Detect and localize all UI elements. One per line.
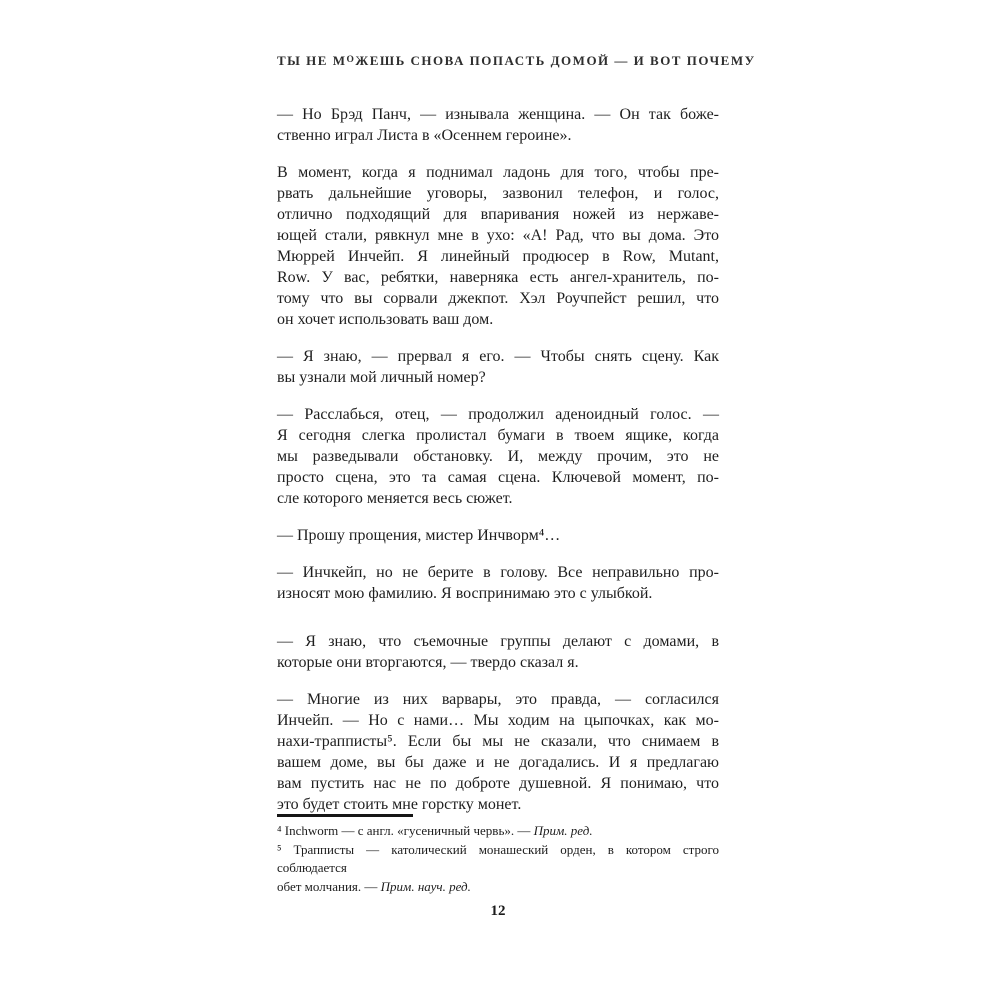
footnote-text: обет молчания. — [277,878,381,894]
running-header-part1: ТЫ НЕ М [277,53,347,68]
text-line: износят мою фамилию. Я воспринимаю это с улыбкой. [277,585,653,602]
text-line: тому что вы сорвали джекпот. Хэл Роучпейст решил, что [277,290,719,307]
page-number: 12 [490,903,506,919]
text-line: — Я знаю, что съемочные группы делают с домами, в [277,633,719,650]
text-line: мы разведывали обстановку. И, между прочим, это не [277,448,719,465]
text-line: В момент, когда я поднимал ладонь для того, чтобы пре- [277,164,719,181]
footnote-text: ⁴ Inchworm — с англ. «гусеничный червь». — [277,823,534,838]
text-line: это будет стоить мне горстку монет. [277,796,522,813]
text-line: отлично подходящий для впаривания ножей из нержаве- [277,206,719,223]
text-line: Мюррей Инчейп. Я линейный продюсер в Row, Mutant, [277,248,719,265]
footnote-line [277,841,719,878]
text-line: он хочет использовать ваш дом. [277,311,494,328]
running-header-raised-letter: О [346,54,356,65]
footnote-separator [277,814,413,817]
running-header [277,53,756,69]
text-line: нахи-трапписты⁵. Если бы мы не сказали, что снимаем в [277,733,719,750]
text-line: ственно играл Листа в «Осеннем героине». [277,127,572,144]
text-line: вы узнали мой личный номер? [277,369,486,386]
page-body [277,104,719,831]
footnote-source: Прим. ред. [533,823,593,838]
text-line: — Расслабься, отец, — продолжил аденоидный голос. — [277,406,719,423]
text-line: вам пустить нас не по доброте душевной. Я понимаю, что [277,775,719,792]
text-line: — Многие из них варвары, это правда, — согласился [277,691,719,708]
text-line: Инчейп. — Но с нами… Мы ходим на цыпочках, как мо- [277,712,719,729]
footnote-line [277,878,719,897]
text-line: рвать дальнейшие уговоры, зазвонил телефон, и голос, [277,185,719,202]
text-line: — Но Брэд Панч, — изнывала женщина. — Он так боже- [277,106,719,123]
running-header-part2: ЖЕШЬ СНОВА ПОПАСТЬ ДОМОЙ — И ВОТ ПОЧЕМУ [355,53,756,68]
footnote-source: Прим. науч. ред. [380,878,471,894]
text-line: вашем доме, вы бы даже и не догадались. И я предлагаю [277,754,719,771]
text-line: — Инчкейп, но не берите в голову. Все неправильно про- [277,564,719,581]
footnote-text: ⁵ Трапписты — католический монашеский орден, в котором строго соблюдается [277,841,719,875]
text-line: Row. У вас, ребятки, наверняка есть ангел-хранитель, по- [277,269,719,286]
text-line: Я сегодня слегка пролистал бумаги в твоем ящике, когда [277,427,719,444]
text-line: — Я знаю, — прервал я его. — Чтобы снять сцену. Как [277,348,719,365]
text-line: — Прошу прощения, мистер Инчворм⁴… [277,527,561,544]
footnotes [277,822,719,896]
text-line: сле которого меняется весь сюжет. [277,490,513,507]
text-line: ющей стали, рявкнул мне в ухо: «А! Рад, что вы дома. Это [277,227,719,244]
footnote-line [277,822,719,841]
text-line: которые они вторгаются, — твердо сказал я. [277,654,579,671]
text-line: просто сцена, это та самая сцена. Ключевой момент, по- [277,469,719,486]
